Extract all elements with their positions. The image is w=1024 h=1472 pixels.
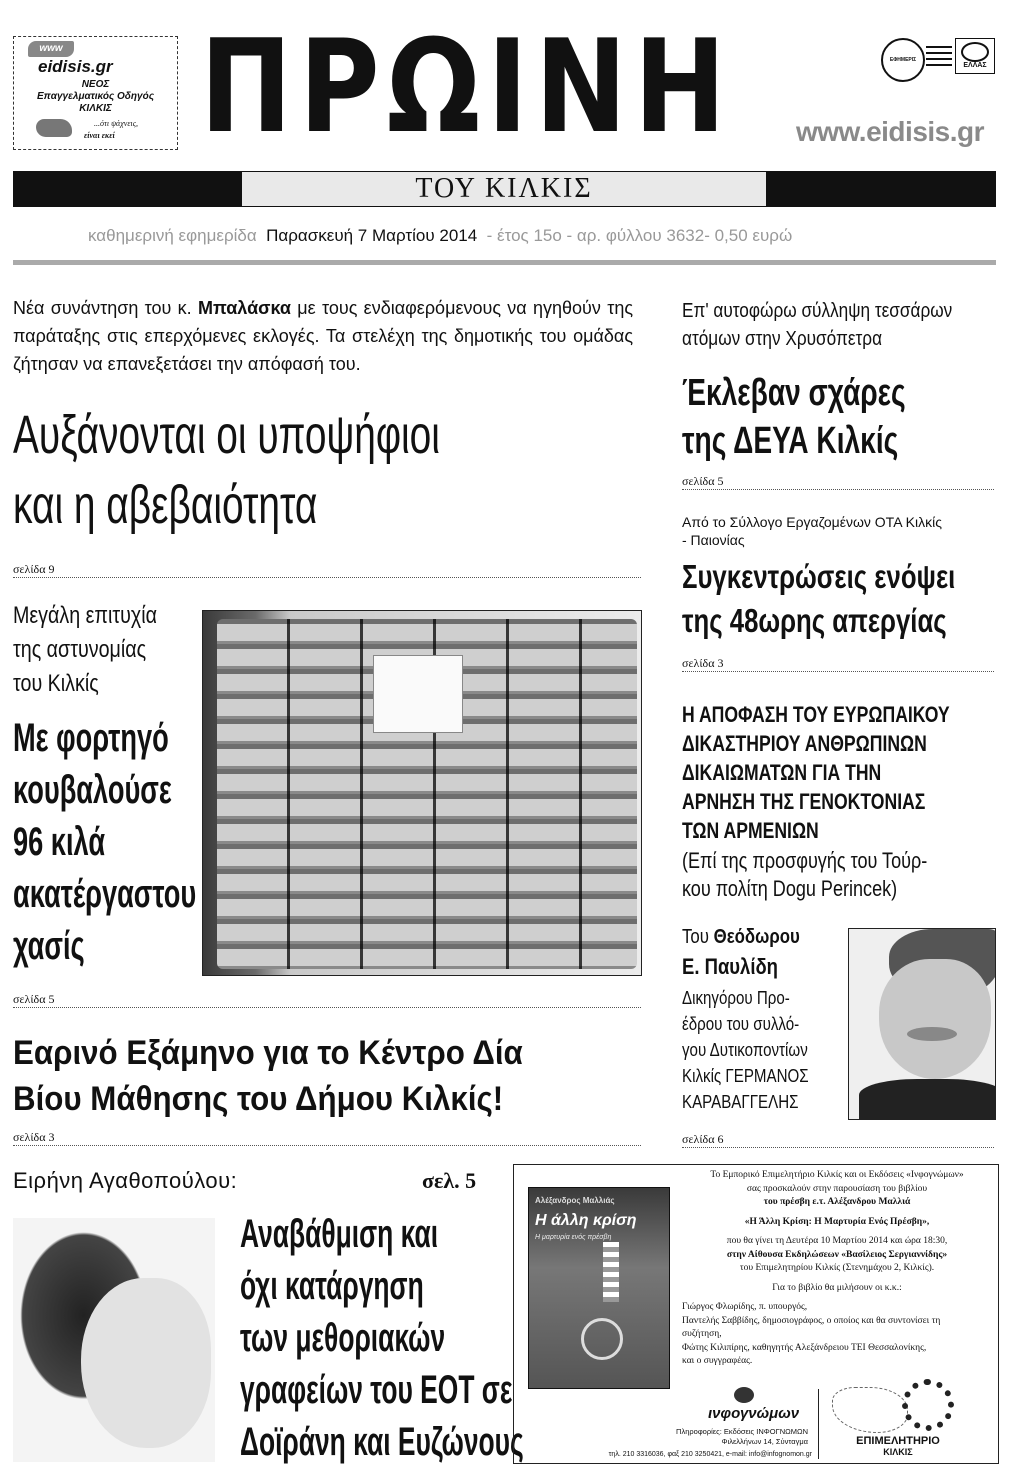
court-role-1: Δικηγόρου Προ- [682,988,790,1008]
eot-author: Ειρήνη Αγαθοπούλου: [13,1168,238,1193]
author-portrait-photo [13,1218,215,1462]
map-outline-icon [832,1387,908,1433]
flag-shape [603,1242,619,1302]
strike-kicker-1: Από το Σύλλογο Εργαζομένων ΟΤΑ Κιλκίς [682,514,942,530]
ad-slogan-1: ...ότι ψάχνεις, [94,119,138,128]
police-headline-1[interactable]: Με φορτηγό [13,716,169,760]
ad-logo: eidisis.gr [38,57,113,76]
court-headline-1[interactable]: Η ΑΠΟΦΑΣΗ ΤΟΥ ΕΥΡΩΠΑΙΚΟΥ [682,702,950,727]
court-by: Του [682,926,709,948]
ad-line-4: «Η Άλλη Κρίση: Η Μαρτυρία Ενός Πρέσβη», [744,1216,930,1227]
newspaper-title: ΠΡΩΙΝΗ [200,13,733,162]
face-shape [81,1278,211,1448]
court-role-3: γου Δυτικοποντίων [682,1040,808,1060]
court-author-2: Ε. Παυλίδη [682,954,778,979]
eot-headline-1[interactable]: Αναβάθμιση και [240,1212,439,1256]
court-role-4: Κιλκίς ΓΕΡΜΑΝΟΣ [682,1066,809,1086]
publisher-logo-icon [734,1387,754,1403]
ad-line-1: ΝΕΟΣ [81,79,110,90]
police-kicker-2: της αστυνομίας [13,636,147,663]
ad-line-5: που θα γίνει τη Δευτέρα 10 Μαρτίου 2014 και ώρα 18:30, [726,1236,948,1246]
ad-line-8: Για το βιβλίο θα μιλήσουν οι κ.κ.: [772,1282,902,1293]
dateline-post: - έτος 15ο - αρ. φύλλου 3632- 0,50 ευρώ [486,226,793,245]
ad-line-3: του πρέσβη ε.τ. Αλέξανδρου Μαλλιά [763,1197,911,1207]
ad-line-2: σας προσκαλούν στην παρουσίαση του βιβλίου [746,1183,928,1194]
court-role-2: έδρου του συλλό- [682,1014,800,1034]
masthead-ad-box[interactable] [13,36,178,150]
learning-headline-2[interactable]: Βίου Μάθησης του Δήμου Κιλκίς! [13,1080,504,1118]
court-headline-3[interactable]: ΔΙΚΑΙΩΜΑΤΩΝ ΓΙΑ ΤΗΝ [682,760,882,785]
court-sub-1: (Επί της προσφυγής του Τούρ- [682,848,928,873]
lead-headline-1[interactable]: Αυξάνονται οι υποψήφιοι [13,405,440,465]
learning-page-ref[interactable]: σελίδα 3 [13,1130,641,1146]
lead-intro-text-1: Νέα συνάντηση του κ. [13,298,198,318]
ad-slogan-2: είναι εκεί [84,131,115,140]
ad-line-12: Φώτης Κιλιπίρης, καθηγητής Αλεξάνδρειου ΤΕΙ Θεσσαλονίκης, [682,1342,927,1353]
lead-page-ref[interactable]: σελίδα 9 [13,562,641,578]
website-url[interactable]: www.eidisis.gr [796,116,985,147]
police-kicker-3: του Κιλκίς [13,670,99,697]
chamber-name-1: ΕΠΙΜΕΛΗΤΗΡΙΟ [856,1435,940,1447]
ad-info [628,1427,808,1447]
ad-line-13: και ο συγγραφέας. [682,1356,753,1366]
police-headline-3[interactable]: 96 κιλά [13,820,106,864]
court-byline [682,926,800,949]
theft-headline-2[interactable]: της ΔΕΥΑ Κιλκίς [682,420,899,462]
police-headline-4[interactable]: ακατέργαστου [13,872,197,916]
paper-label [373,655,463,733]
strike-headline-2[interactable]: της 48ωρης απεργίας [682,602,947,639]
police-page-ref[interactable]: σελίδα 5 [13,992,641,1008]
dateline-pre: καθημερινή εφημερίδα [88,226,257,245]
eot-headline-5[interactable]: Δοϊράνη και Ευζώνους [240,1420,524,1464]
theft-kicker-2: ατόμων στην Χρυσόπετρα [682,328,883,350]
book-presentation-ad[interactable] [513,1164,999,1464]
book-title: Η άλλη κρίση [535,1212,637,1229]
man-mustache-shape [907,1027,957,1041]
court-headline-4[interactable]: ΑΡΝΗΣΗ ΤΗΣ ΓΕΝΟΚΤΟΝΙΑΣ [682,789,926,814]
postmark-lines-icon [926,46,952,70]
police-kicker-1: Μεγάλη επιτυχία [13,602,157,629]
lead-intro[interactable] [13,294,633,378]
police-headline-2[interactable]: κουβαλούσε [13,768,172,812]
postage-stamp-2 [955,38,995,74]
strike-page-ref[interactable]: σελίδα 3 [682,656,994,672]
ad-info-2: Φιλελλήνων 14, Σύνταγμα [721,1437,808,1446]
ad-divider [818,1389,819,1459]
eot-headline-4[interactable]: γραφείων του ΕΟΤ σε [240,1368,513,1412]
book-author: Αλέξανδρος Μαλλιάς [535,1196,615,1205]
ad-line-11: συζήτηση, [682,1329,722,1339]
ad-line-7: του Επιμελητηρίου Κιλκίς (Στενημάχου 2, Κιλκίς). [739,1263,935,1273]
theft-kicker-1: Επ' αυτοφώρω σύλληψη τεσσάρων [682,300,953,322]
court-role-5: ΚΑΡΑΒΑΓΓΕΛΗΣ [682,1092,799,1112]
ad-text [682,1169,992,1369]
court-author-1: Θεόδωρου [713,926,800,948]
man-face-shape [879,959,991,1079]
man-suit-shape [859,1079,996,1119]
theft-headline-1[interactable]: Έκλεβαν σχάρες [682,372,906,414]
emblem-icon [581,1318,623,1360]
ad-speakers [682,1301,992,1369]
masthead-rule [13,260,996,265]
book-sub: Η μαρτυρία ενός πρέσβη [535,1234,612,1241]
ad-line-1: Το Εμπορικό Επιμελητήριο Κιλκίς και οι Εκδόσεις «Ινφογνώμων» [710,1170,964,1180]
seized-drugs-photo [202,610,642,976]
ad-info-3: τηλ. 210 3316036, φαξ 210 3250421, e-mail: info@infognomon.gr [608,1451,812,1458]
publisher-logo: ινφογνώμων [708,1405,800,1422]
ad-line-2: Επαγγελματικός Οδηγός [36,91,155,102]
eot-headline-2[interactable]: όχι κατάργηση [240,1264,424,1308]
ad-info-1: Πληροφορίες: Εκδόσεις ΙΝΦΟΓΝΩΜΩΝ [676,1427,808,1436]
strike-headline-1[interactable]: Συγκεντρώσεις ενόψει [682,558,956,595]
hand-icon [36,119,72,137]
court-headline-5[interactable]: ΤΩΝ ΑΡΜΕΝΙΩΝ [682,818,819,843]
court-sub-2: κου πολίτη Dogu Perincek) [682,876,898,901]
eot-page-ref[interactable]: σελ. 5 [422,1168,477,1193]
court-page-ref[interactable]: σελίδα 6 [682,1132,994,1148]
ad-line-9: Γιώργος Φλωρίδης, π. υπουργός, [682,1302,808,1312]
book-cover [528,1187,670,1389]
eot-headline-3[interactable]: των μεθοριακών [240,1316,446,1360]
ad-line-6: στην Αίθουσα Εκδηλώσεων «Βασίλειος Σεργιαννίδης» [726,1249,948,1260]
subtitle: ΤΟΥ ΚΙΛΚΙΣ [415,173,593,204]
police-headline-5[interactable]: χασίς [13,924,85,968]
stamp-country: ΕΛΛΑΣ [963,62,987,69]
postage-stamp-1: ΕΦΗΜΕΡΙΣ [881,38,925,82]
strike-kicker-2: - Παιονίας [682,532,745,548]
court-headline-2[interactable]: ΔΙΚΑΣΤΗΡΙΟΥ ΑΝΘΡΩΠΙΝΩΝ [682,731,927,756]
chamber-name-2: ΚΙΛΚΙΣ [883,1447,913,1457]
ad-line-10: Παντελής Σαββίδης, δημοσιογράφος, ο οποίος και θα συντονίσει τη [682,1315,941,1326]
dateline-date: Παρασκευή 7 Μαρτίου 2014 [266,226,478,245]
author-man-photo [848,928,996,1120]
ad-line-3: ΚΙΛΚΙΣ [79,103,112,114]
www-badge: www [28,41,74,57]
horn-icon [961,42,989,62]
lead-intro-text-2: με τους ενδιαφερόμενους να ηγηθούν της παράταξης στις επερχόμενες εκλογές. Τα στελέχη της δημοτικής του ομάδας ζήτησαν να επανεξετάσει την απόφασή του. [13,298,633,374]
lead-intro-bold: Μπαλάσκα [197,298,291,318]
theft-page-ref[interactable]: σελίδα 5 [682,474,994,490]
learning-headline-1[interactable]: Εαρινό Εξάμηνο για το Κέντρο Δία [13,1034,523,1072]
lead-headline-2[interactable]: και η αβεβαιότητα [13,475,318,535]
chamber-gear-icon [902,1379,954,1431]
dateline [88,226,792,246]
